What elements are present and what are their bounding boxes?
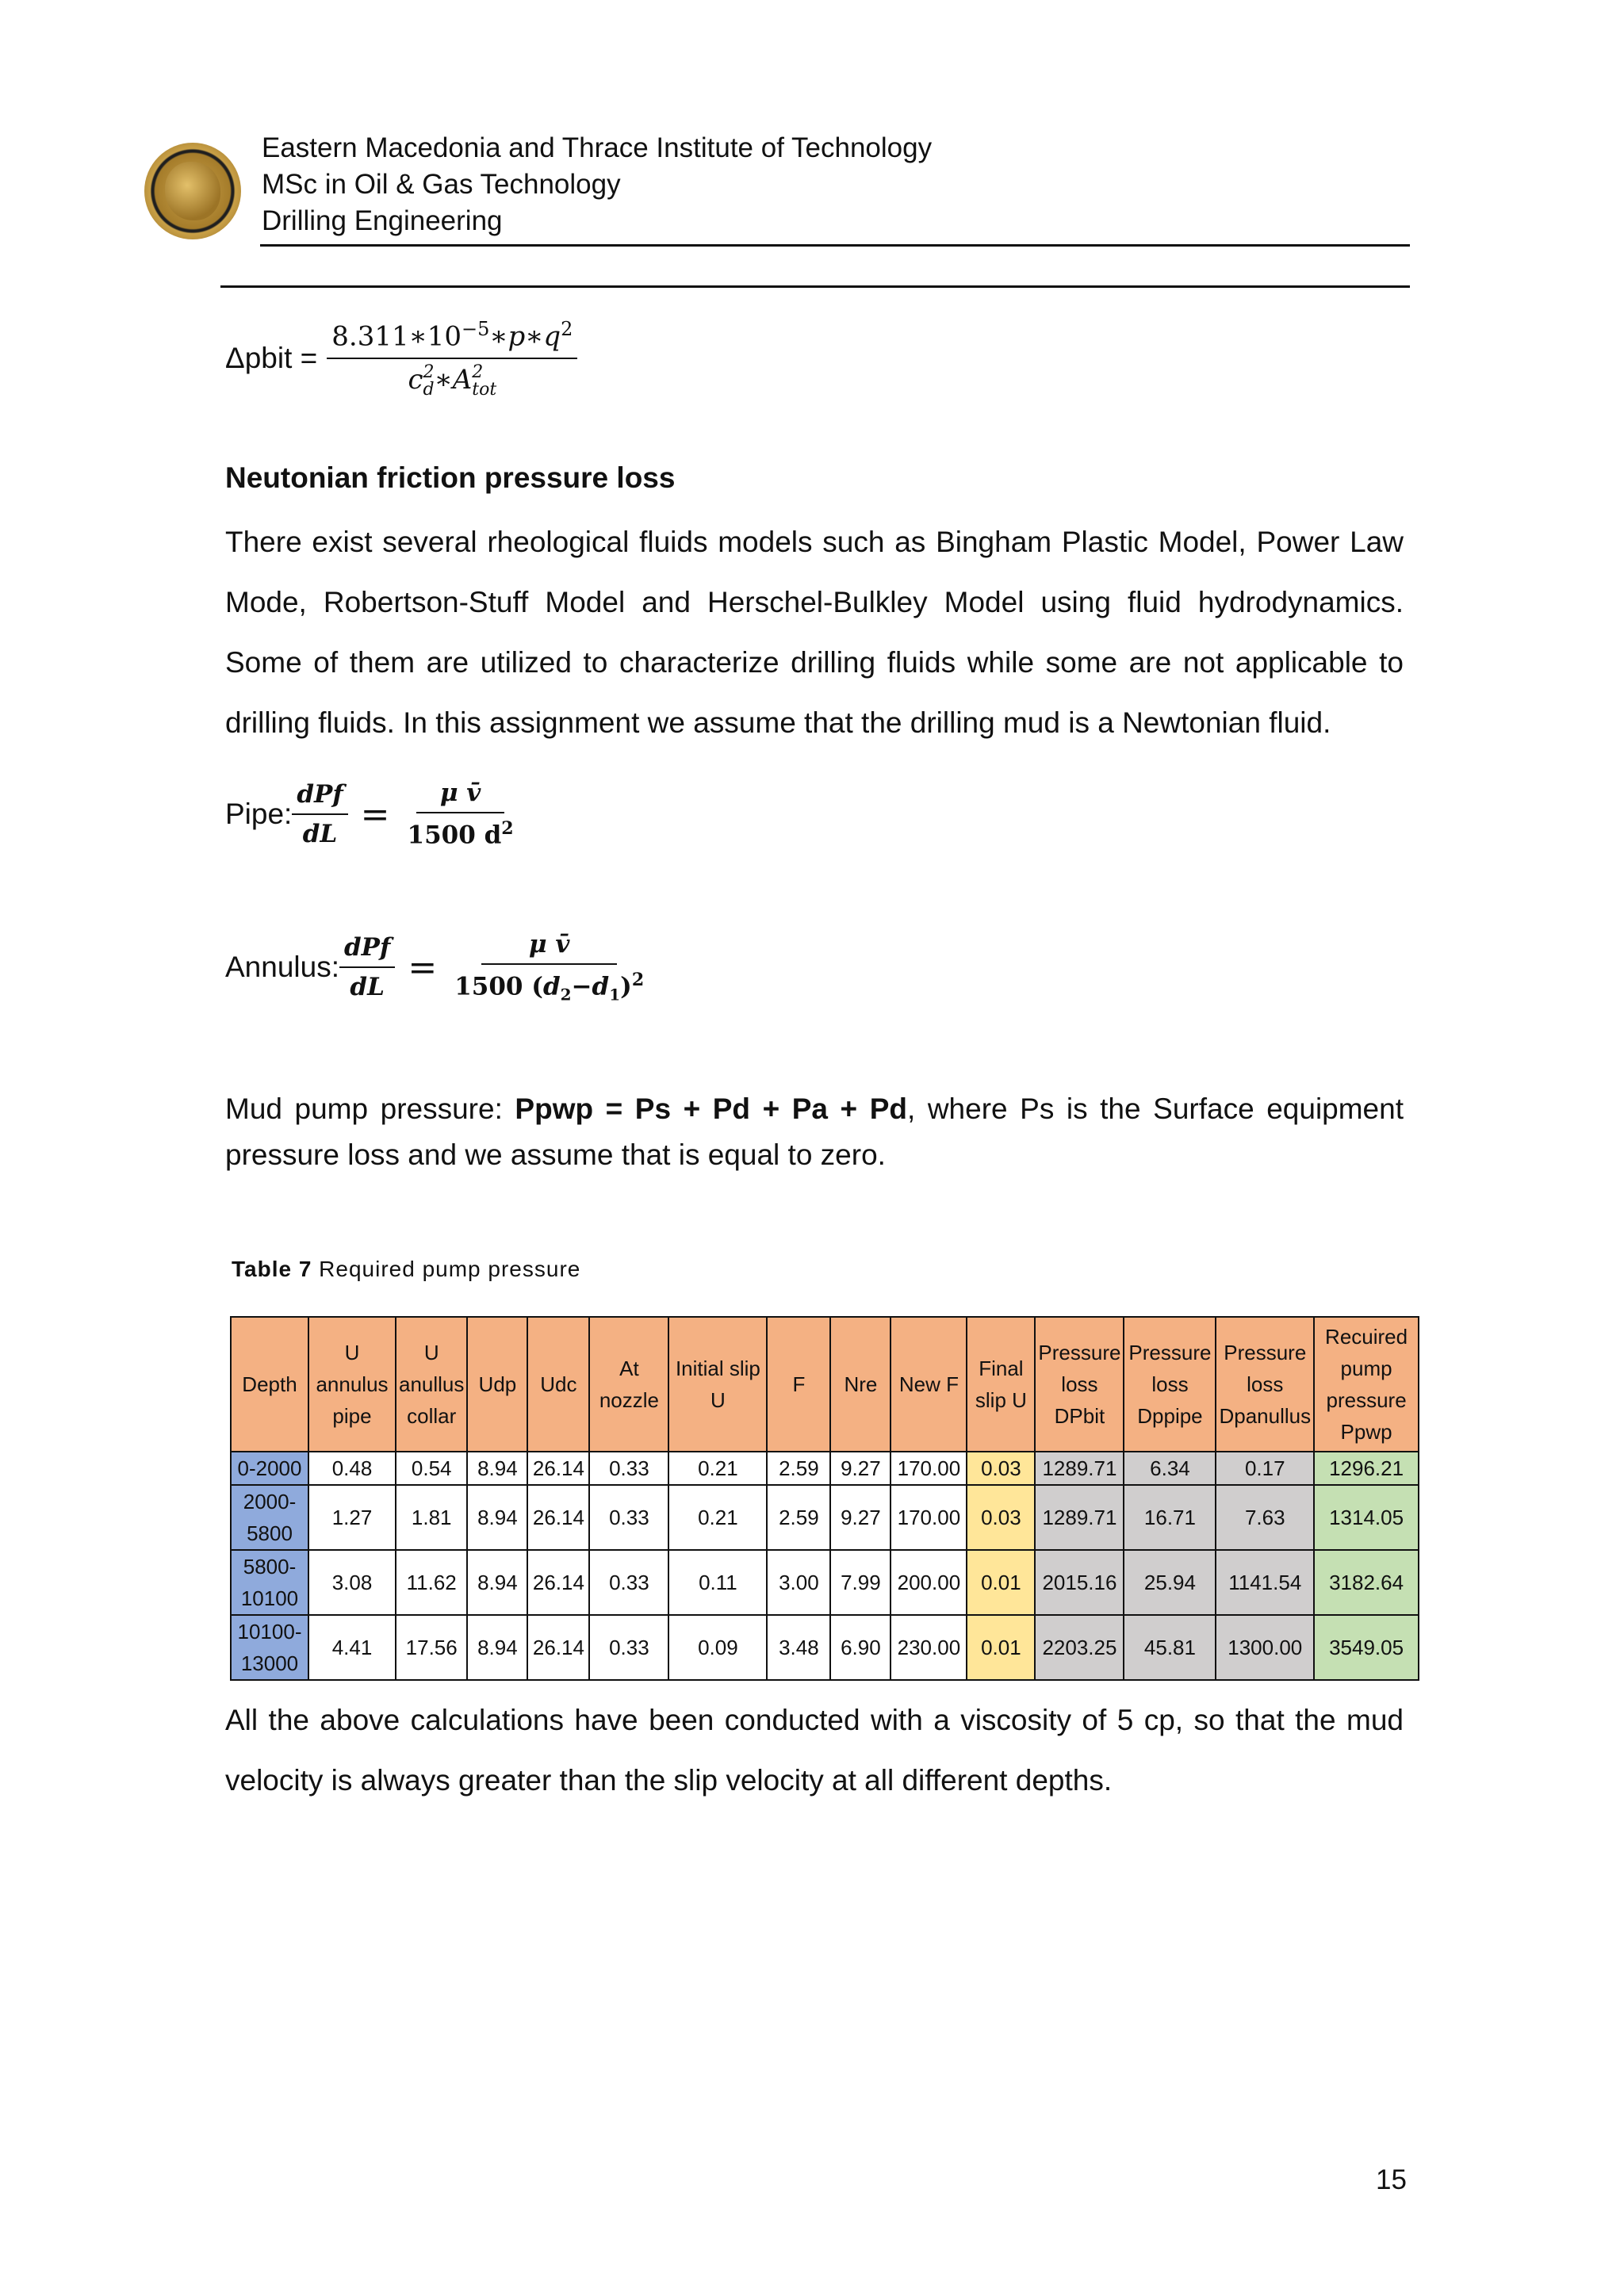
- table-header-row: [231, 1317, 1419, 1452]
- header-course: Drilling Engineering: [262, 205, 503, 236]
- header-rule: [260, 244, 1410, 247]
- table-cell: 26.14: [527, 1485, 589, 1550]
- page-header: [262, 130, 932, 239]
- header-institute: Eastern Macedonia and Thrace Institute of Technology: [262, 132, 933, 163]
- header-nre: Nre: [830, 1317, 891, 1452]
- table-cell: 0.33: [589, 1615, 668, 1680]
- table-cell: 1289.71: [1035, 1485, 1124, 1550]
- table-cell: 5800-10100: [231, 1550, 308, 1615]
- header-new-f: New F: [891, 1317, 967, 1452]
- table-cell: 0.48: [308, 1452, 396, 1485]
- section-title: Neutonian friction pressure loss: [225, 461, 676, 494]
- table-cell: 26.14: [527, 1452, 589, 1485]
- header-final-slip: Final slip U: [967, 1317, 1035, 1452]
- pump-pressure-table: [230, 1316, 1419, 1681]
- table-cell: 8.94: [467, 1615, 527, 1680]
- table-cell: 1296.21: [1314, 1452, 1419, 1485]
- table-cell: 2.59: [767, 1452, 830, 1485]
- header-depth: Depth: [231, 1317, 308, 1452]
- table-cell: 0.17: [1216, 1452, 1314, 1485]
- table-cell: 1289.71: [1035, 1452, 1124, 1485]
- table-row: [231, 1452, 1419, 1485]
- equation-pipe-label: Pipe:: [225, 798, 293, 830]
- equation-bit-numerator: $8.311∗10^{-5}∗p∗q^2$: [327, 318, 577, 358]
- table-cell: 4.41: [308, 1615, 396, 1680]
- header-rule-lower: [220, 285, 1410, 288]
- header-u-annulus-pipe: U annulus pipe: [308, 1317, 396, 1452]
- header-initial-slip: Initial slip U: [668, 1317, 767, 1452]
- table-cell: 0.03: [967, 1452, 1035, 1485]
- table-cell: 11.62: [396, 1550, 467, 1615]
- table-cell: 0.09: [668, 1615, 767, 1680]
- equation-annulus-rhs: $\frac{\text{μ v̄}}{1500 (d_2-d_1)^2}$: [454, 930, 645, 1004]
- equation-annulus-label: Annulus:: [225, 951, 339, 983]
- table-row: [231, 1550, 1419, 1615]
- table-cell: 1.27: [308, 1485, 396, 1550]
- header-f: F: [767, 1317, 830, 1452]
- table-cell: 0.33: [589, 1485, 668, 1550]
- table-cell: 200.00: [891, 1550, 967, 1615]
- header-program: MSc in Oil & Gas Technology: [262, 169, 621, 200]
- paragraph-pump-pressure: Mud pump pressure: Ppwp = Ps + Pd + Pa + Pd, where Ps is the Surface equipment pressure loss and we assume that is equal to zero.: [225, 1093, 1404, 1171]
- table-row: [231, 1615, 1419, 1680]
- table-cell: 8.94: [467, 1485, 527, 1550]
- paragraph-viscosity: All the above calculations have been conducted with a viscosity of 5 cp, so that the mud velocity is always greater than the slip velocity at all different depths.: [225, 1704, 1404, 1797]
- table-cell: 170.00: [891, 1452, 967, 1485]
- page-number: 15: [1376, 2164, 1407, 2195]
- table-cell: 7.63: [1216, 1485, 1314, 1550]
- table-cell: 9.27: [830, 1452, 891, 1485]
- table-cell: 0.11: [668, 1550, 767, 1615]
- header-dppipe: Pressure loss Dppipe: [1124, 1317, 1216, 1452]
- table-cell: 0.03: [967, 1485, 1035, 1550]
- table-cell: 26.14: [527, 1615, 589, 1680]
- table-cell: 16.71: [1124, 1485, 1216, 1550]
- table-cell: 0.21: [668, 1452, 767, 1485]
- table-cell: 6.34: [1124, 1452, 1216, 1485]
- header-u-anullus-collar: U anullus collar: [396, 1317, 467, 1452]
- equation-pipe: Pipe: $\frac{\text{dPf}}{dL}$ = $\frac{\text{μ v̄}}{1500 d^2}$: [225, 771, 519, 858]
- table-cell: 3.48: [767, 1615, 830, 1680]
- equation-bit-fraction: [327, 318, 577, 398]
- equation-pipe-rhs: $\frac{\text{μ v̄}}{1500 d^2}$: [407, 779, 514, 850]
- table-cell: 2203.25: [1035, 1615, 1124, 1680]
- table-cell: 0.21: [668, 1485, 767, 1550]
- institute-logo: [144, 143, 241, 239]
- header-udp: Udp: [467, 1317, 527, 1452]
- equation-bit-denominator: c 2 d ∗A 2 tot: [408, 362, 497, 400]
- table-cell: 8.94: [467, 1452, 527, 1485]
- table-cell: 0.54: [396, 1452, 467, 1485]
- table-cell: 26.14: [527, 1550, 589, 1615]
- table-cell: 3.08: [308, 1550, 396, 1615]
- table-cell: 1300.00: [1216, 1615, 1314, 1680]
- header-dpbit: Pressure loss DPbit: [1035, 1317, 1124, 1452]
- table-cell: 45.81: [1124, 1615, 1216, 1680]
- table-cell: 3549.05: [1314, 1615, 1419, 1680]
- table-cell: 10100-13000: [231, 1615, 308, 1680]
- header-at-nozzle: At nozzle: [589, 1317, 668, 1452]
- table-cell: 3182.64: [1314, 1550, 1419, 1615]
- table-cell: 0.01: [967, 1615, 1035, 1680]
- table-cell: 0-2000: [231, 1452, 308, 1485]
- equation-annulus-lhs: $\frac{\text{dPf}}{dL}$: [339, 933, 395, 1001]
- table-cell: 170.00: [891, 1485, 967, 1550]
- table-caption: Table 7 Required pump pressure: [232, 1257, 581, 1281]
- equation-bit-lhs: Δpbit =: [225, 342, 318, 374]
- table-cell: 25.94: [1124, 1550, 1216, 1615]
- table-cell: 7.99: [830, 1550, 891, 1615]
- header-dpanullus: Pressure loss Dpanullus: [1216, 1317, 1314, 1452]
- table-cell: 0.33: [589, 1550, 668, 1615]
- table-cell: 17.56: [396, 1615, 467, 1680]
- equation-bit-pressure: [225, 303, 577, 414]
- header-ppwp: Recuired pump pressure Ppwp: [1314, 1317, 1419, 1452]
- paragraph-rheology: There exist several rheological fluids models such as Bingham Plastic Model, Power Law Mode, Robertson-Stuff Model and Herschel-Bulkley Model using fluid hydrodynamics. Some of them are utilized to characterize drilling fluids while some are not applicable to drilling fluids. In this assignment we assume that the drilling mud is a Newtonian fluid.: [225, 526, 1404, 739]
- table-cell: 0.01: [967, 1550, 1035, 1615]
- table-cell: 2015.16: [1035, 1550, 1124, 1615]
- table-row: [231, 1485, 1419, 1550]
- table-cell: 1.81: [396, 1485, 467, 1550]
- table-cell: 6.90: [830, 1615, 891, 1680]
- pump-pressure-formula: Ppwp = Ps + Pd + Pa + Pd: [515, 1093, 907, 1125]
- header-udc: Udc: [527, 1317, 589, 1452]
- equation-annulus: Annulus: $\frac{\text{dPf}}{dL}$ = $\frac{\text{μ v̄}}{1500 (d_2-d_1)^2}$: [225, 924, 649, 1011]
- table-cell: 9.27: [830, 1485, 891, 1550]
- table-cell: 1314.05: [1314, 1485, 1419, 1550]
- table-cell: 230.00: [891, 1615, 967, 1680]
- table-cell: 3.00: [767, 1550, 830, 1615]
- table-cell: 0.33: [589, 1452, 668, 1485]
- table-cell: 8.94: [467, 1550, 527, 1615]
- table-cell: 2000-5800: [231, 1485, 308, 1550]
- table-cell: 1141.54: [1216, 1550, 1314, 1615]
- equation-pipe-lhs: $\frac{\text{dPf}}{dL}$: [292, 780, 347, 848]
- table-cell: 2.59: [767, 1485, 830, 1550]
